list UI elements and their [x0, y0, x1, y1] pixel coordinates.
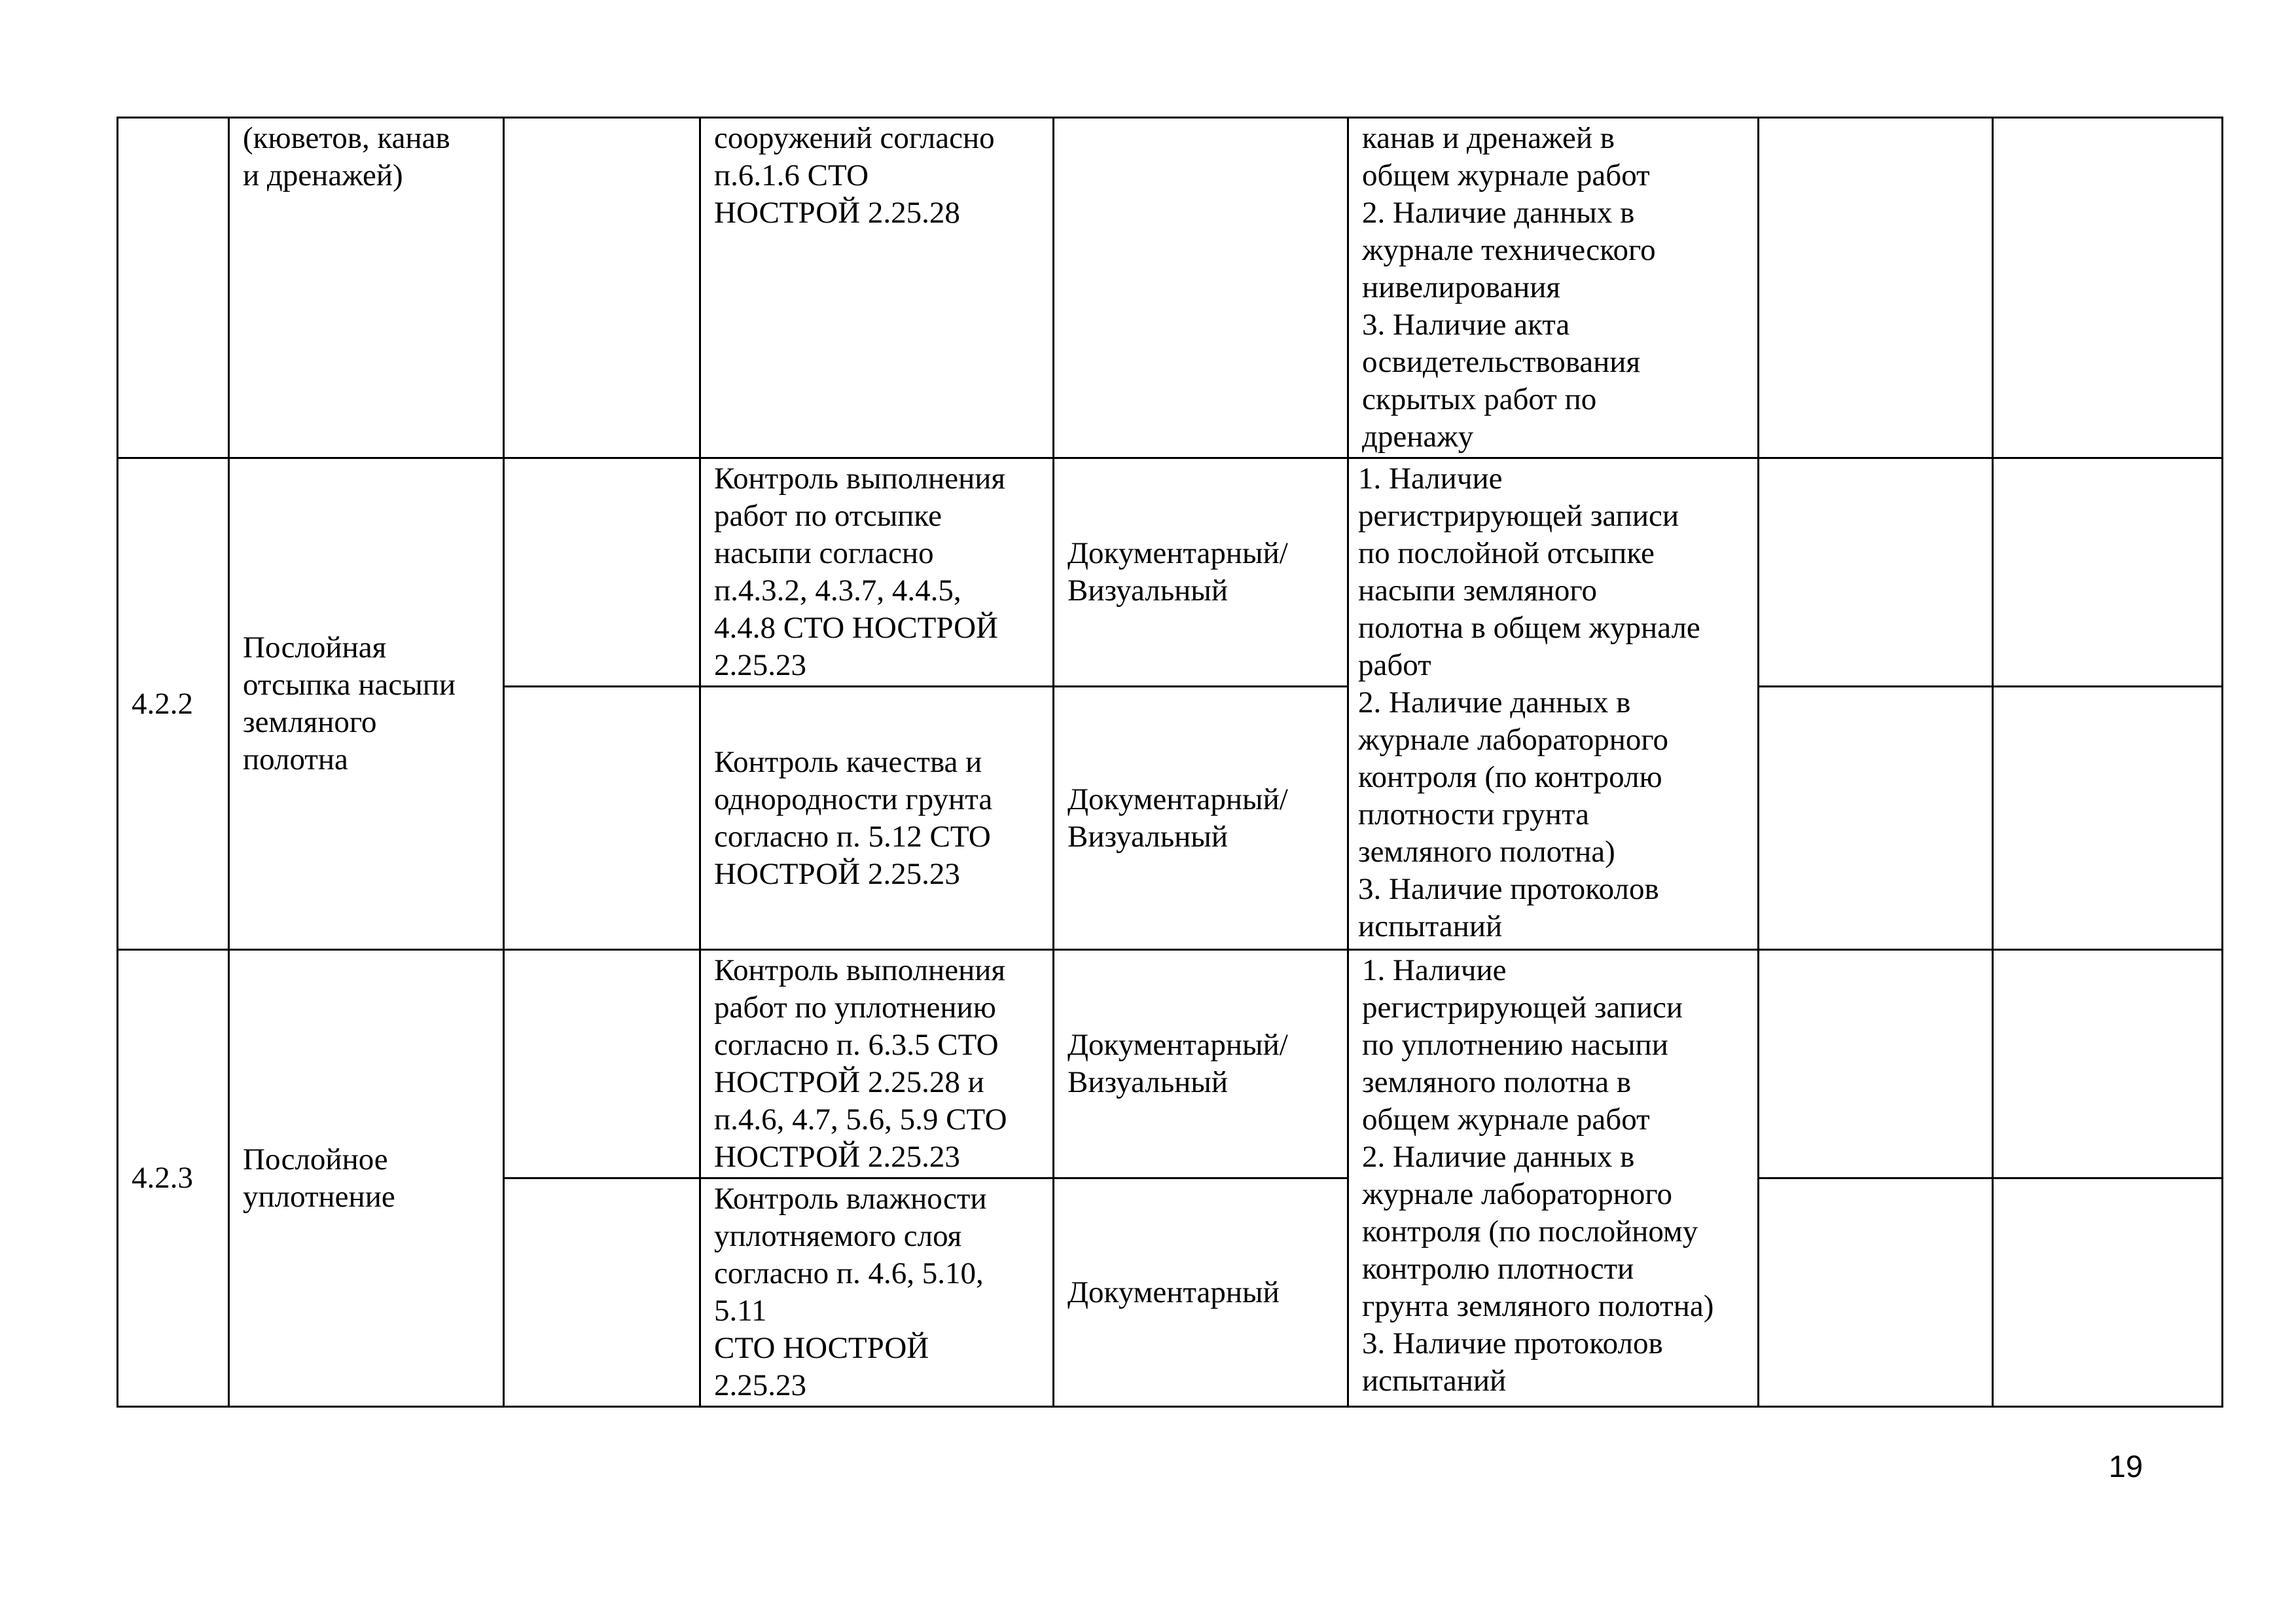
- control-method-cell: Документарный/ Визуальный: [1054, 950, 1348, 1178]
- item-name-cell: Послойное уплотнение: [229, 950, 504, 1407]
- evidence-cell: 1. Наличие регистрирующей записи по послойной отсыпке насыпи земляного полотна в общем журнале работ 2. Наличие данных в журнале лабораторного контроля (по контролю плотности грунта земляного полотна) 3. Наличие протоколов испытаний: [1348, 458, 1759, 950]
- control-subject-cell: сооружений согласно п.6.1.6 СТО НОСТРОЙ 2.25.28: [700, 118, 1054, 458]
- control-method-cell: Документарный/ Визуальный: [1054, 458, 1348, 687]
- control-subject-cell: Контроль качества и однородности грунта согласно п. 5.12 СТО НОСТРОЙ 2.25.23: [700, 687, 1054, 950]
- page-number: 19: [2108, 1449, 2143, 1484]
- empty-cell: [1759, 118, 1993, 458]
- table-row: [118, 118, 2223, 458]
- control-method-cell: Документарный: [1054, 1178, 1348, 1407]
- control-method-cell: [1054, 118, 1348, 458]
- item-name-cell: Послойная отсыпка насыпи земляного полотна: [229, 458, 504, 950]
- empty-cell: [1993, 1178, 2223, 1407]
- empty-cell: [504, 950, 700, 1178]
- empty-cell: [1993, 458, 2223, 687]
- control-subject-cell: Контроль выполнения работ по отсыпке насыпи согласно п.4.3.2, 4.3.7, 4.4.5, 4.4.8 СТО НОСТРОЙ 2.25.23: [700, 458, 1054, 687]
- empty-cell: [1993, 687, 2223, 950]
- item-number-cell: 4.2.3: [118, 950, 229, 1407]
- empty-cell: [504, 118, 700, 458]
- item-name-cell: (кюветов, канав и дренажей): [229, 118, 504, 458]
- control-table: [117, 117, 2223, 1408]
- empty-cell: [1993, 118, 2223, 458]
- item-number-cell: [118, 118, 229, 458]
- control-subject-cell: Контроль влажности уплотняемого слоя согласно п. 4.6, 5.10, 5.11 СТО НОСТРОЙ 2.25.23: [700, 1178, 1054, 1407]
- empty-cell: [1759, 458, 1993, 687]
- empty-cell: [504, 458, 700, 687]
- table-row: [118, 950, 2223, 1178]
- empty-cell: [1759, 1178, 1993, 1407]
- empty-cell: [1759, 950, 1993, 1178]
- empty-cell: [504, 687, 700, 950]
- control-subject-cell: Контроль выполнения работ по уплотнению согласно п. 6.3.5 СТО НОСТРОЙ 2.25.28 и п.4.6, 4.7, 5.6, 5.9 СТО НОСТРОЙ 2.25.23: [700, 950, 1054, 1178]
- table-row: [118, 458, 2223, 687]
- evidence-cell: 1. Наличие регистрирующей записи по уплотнению насыпи земляного полотна в общем журнале работ 2. Наличие данных в журнале лабораторного контроля (по послойному контролю плотности грунта земляного полотна) 3. Наличие протоколов испытаний: [1348, 950, 1759, 1407]
- empty-cell: [1993, 950, 2223, 1178]
- empty-cell: [504, 1178, 700, 1407]
- control-method-cell: Документарный/ Визуальный: [1054, 687, 1348, 950]
- empty-cell: [1759, 687, 1993, 950]
- evidence-cell: канав и дренажей в общем журнале работ 2. Наличие данных в журнале технического нивелирования 3. Наличие акта освидетельствования скрытых работ по дренажу: [1348, 118, 1759, 458]
- item-number-cell: 4.2.2: [118, 458, 229, 950]
